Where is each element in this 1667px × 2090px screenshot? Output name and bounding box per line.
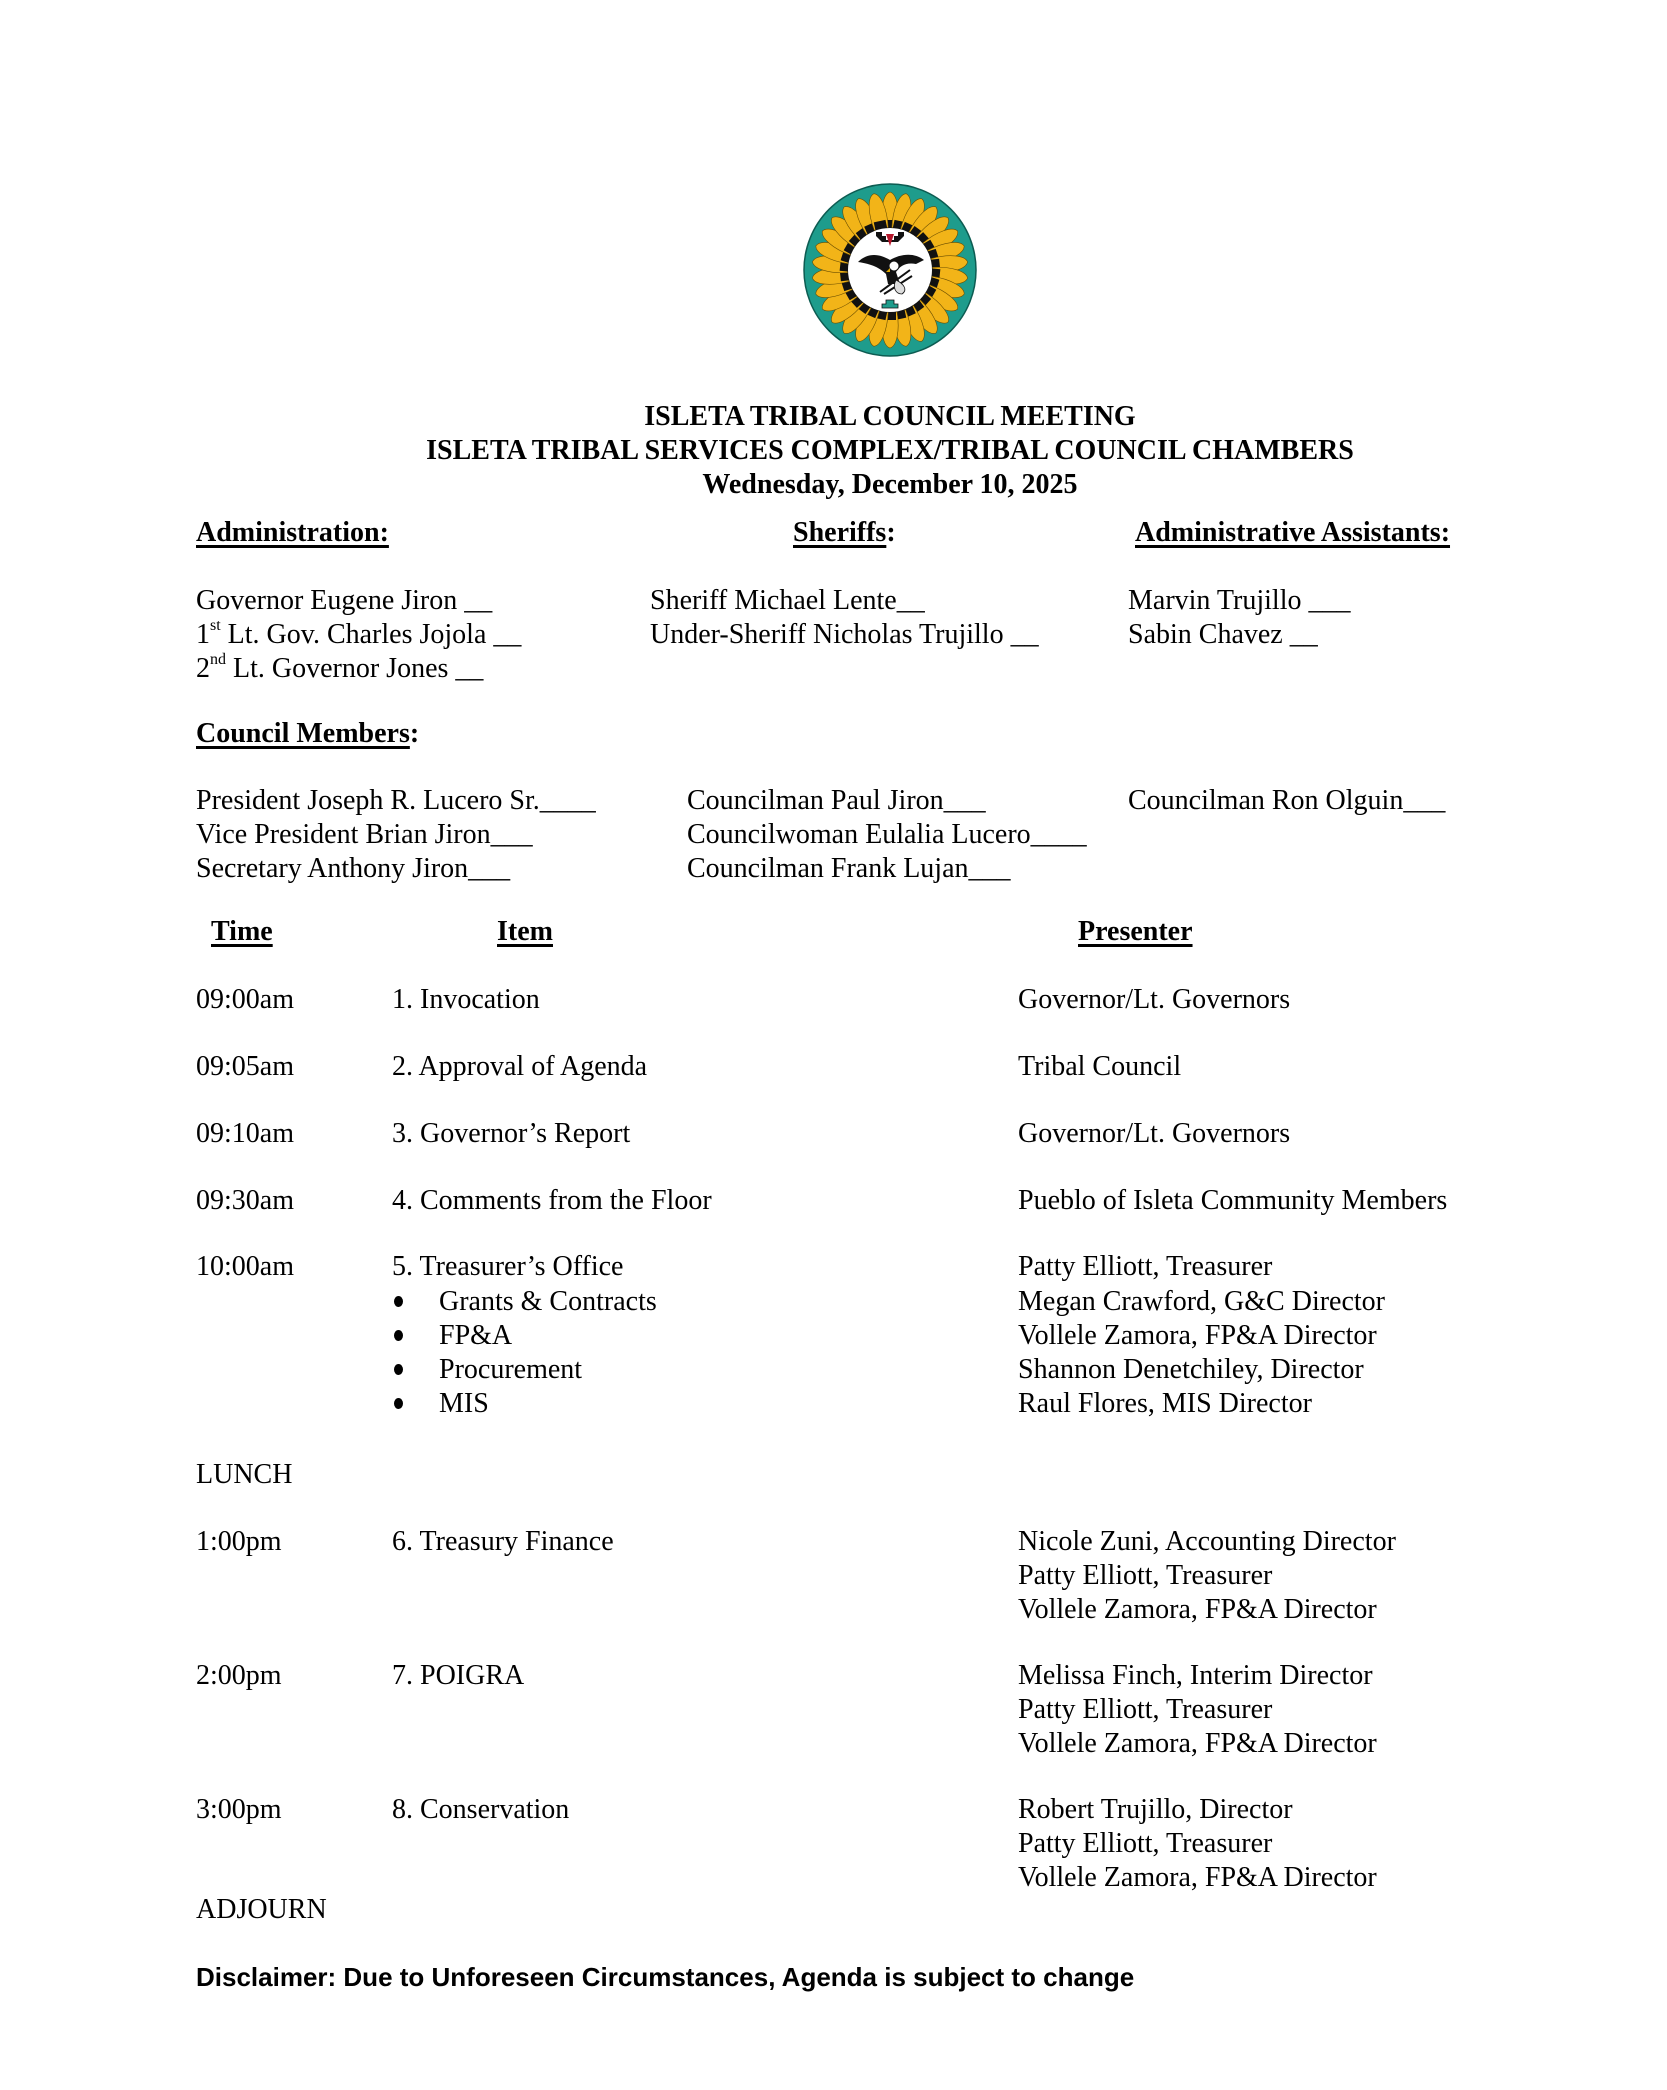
meeting-location: ISLETA TRIBAL SERVICES COMPLEX/TRIBAL COUNCIL CHAMBERS [426, 435, 1354, 466]
council-member: Secretary Anthony Jiron___ [196, 853, 511, 884]
council-col-2 [687, 784, 1087, 886]
agenda-row-presenter: Vollele Zamora, FP&A Director [1018, 1728, 1377, 1759]
meeting-title: ISLETA TRIBAL COUNCIL MEETING [644, 401, 1136, 432]
agenda-subitem: FP&A [394, 1319, 657, 1353]
agenda-subitem: Procurement [394, 1353, 657, 1387]
agenda-row-time: 3:00pm [196, 1794, 282, 1825]
agenda-subitem-presenter: Raul Flores, MIS Director [1018, 1388, 1312, 1419]
agenda-header-time: Time [211, 916, 273, 947]
agenda-subitem-presenter: Shannon Denetchiley, Director [1018, 1354, 1364, 1385]
council-col-1 [196, 784, 596, 886]
agenda-row-presenters [1018, 1525, 1396, 1627]
admin-member: 1st Lt. Gov. Charles Jojola __ [196, 616, 522, 650]
agenda-row-presenter: Vollele Zamora, FP&A Director [1018, 1594, 1377, 1625]
agenda-row-presenter: Melissa Finch, Interim Director [1018, 1660, 1373, 1691]
agenda-row-presenter: Patty Elliott, Treasurer [1018, 1694, 1273, 1725]
agenda-row-item: 5. Treasurer’s Office [392, 1251, 624, 1282]
bullet-icon [394, 1398, 403, 1409]
admin-member: Governor Eugene Jiron __ [196, 585, 493, 616]
administration-heading: Administration: [196, 517, 389, 548]
agenda-row-presenter: Nicole Zuni, Accounting Director [1018, 1526, 1396, 1557]
agenda-row-time: 09:05am [196, 1051, 294, 1082]
agenda-subitems [394, 1285, 657, 1421]
agenda-row-time: 10:00am [196, 1251, 294, 1282]
sheriffs-heading: Sheriffs: [793, 517, 896, 548]
agenda-row-time: 09:10am [196, 1118, 294, 1149]
assistants-heading: Administrative Assistants: [1135, 517, 1451, 548]
bullet-icon [394, 1296, 403, 1307]
agenda-row-presenter: Robert Trujillo, Director [1018, 1794, 1293, 1825]
agenda-row-presenter: Patty Elliott, Treasurer [1018, 1828, 1273, 1859]
admin-member: 2nd Lt. Governor Jones __ [196, 650, 484, 684]
agenda-subitem-presenters [1018, 1285, 1385, 1421]
disclaimer-note: Disclaimer: Due to Unforeseen Circumstances, Agenda is subject to change [196, 1962, 1135, 1992]
assistant-member: Sabin Chavez __ [1128, 619, 1318, 650]
agenda-subitem-presenter: Vollele Zamora, FP&A Director [1018, 1320, 1377, 1351]
council-member: President Joseph R. Lucero Sr.____ [196, 785, 596, 816]
council-member: Vice President Brian Jiron___ [196, 819, 533, 850]
agenda-row-item: 1. Invocation [392, 984, 540, 1015]
agenda-subitem: MIS [394, 1387, 657, 1421]
agenda-row-item: 6. Treasury Finance [392, 1526, 614, 1557]
pueblo-seal-emblem [800, 180, 980, 360]
agenda-header-presenter: Presenter [1078, 916, 1193, 947]
agenda-row-item: 4. Comments from the Floor [392, 1185, 712, 1216]
agenda-row-presenter: Governor/Lt. Governors [1018, 984, 1291, 1015]
agenda-subitem-presenter: Megan Crawford, G&C Director [1018, 1286, 1386, 1317]
agenda-row-time: 09:30am [196, 1185, 294, 1216]
agenda-row-time: 2:00pm [196, 1660, 282, 1691]
agenda-header-item: Item [497, 916, 553, 947]
assistant-member: Marvin Trujillo ___ [1128, 585, 1351, 616]
assistants-list [1128, 584, 1350, 652]
agenda-row-presenters [1018, 1793, 1377, 1895]
agenda-row-presenters [1018, 1659, 1377, 1761]
sheriff-member: Under-Sheriff Nicholas Trujillo __ [650, 619, 1039, 650]
council-member: Councilman Paul Jiron___ [687, 785, 986, 816]
agenda-row-presenter: Patty Elliott, Treasurer [1018, 1251, 1273, 1282]
council-col-3 [1128, 784, 1445, 818]
agenda-row-time: 1:00pm [196, 1526, 282, 1557]
council-heading: Council Members: [196, 718, 420, 749]
agenda-lunch: LUNCH [196, 1459, 293, 1490]
agenda-row-presenter: Patty Elliott, Treasurer [1018, 1560, 1273, 1591]
bullet-icon [394, 1330, 403, 1341]
sheriffs-list [650, 584, 1039, 652]
agenda-subitem: Grants & Contracts [394, 1285, 657, 1319]
agenda-row-presenter: Pueblo of Isleta Community Members [1018, 1185, 1448, 1216]
council-member: Councilman Ron Olguin___ [1128, 785, 1446, 816]
sheriff-member: Sheriff Michael Lente__ [650, 585, 925, 616]
agenda-row-presenter: Tribal Council [1018, 1051, 1182, 1082]
agenda-row-presenter: Vollele Zamora, FP&A Director [1018, 1862, 1377, 1893]
agenda-adjourn: ADJOURN [196, 1894, 327, 1925]
agenda-row-presenter: Governor/Lt. Governors [1018, 1118, 1291, 1149]
agenda-row-item: 8. Conservation [392, 1794, 570, 1825]
agenda-row-item: 7. POIGRA [392, 1660, 525, 1691]
agenda-row-item: 2. Approval of Agenda [392, 1051, 648, 1082]
agenda-row-item: 3. Governor’s Report [392, 1118, 631, 1149]
agenda-row-time: 09:00am [196, 984, 294, 1015]
bullet-icon [394, 1364, 403, 1375]
council-member: Councilman Frank Lujan___ [687, 853, 1011, 884]
meeting-date: Wednesday, December 10, 2025 [702, 469, 1078, 500]
administration-list [196, 584, 521, 686]
seal-icon [800, 180, 980, 360]
council-member: Councilwoman Eulalia Lucero____ [687, 819, 1087, 850]
